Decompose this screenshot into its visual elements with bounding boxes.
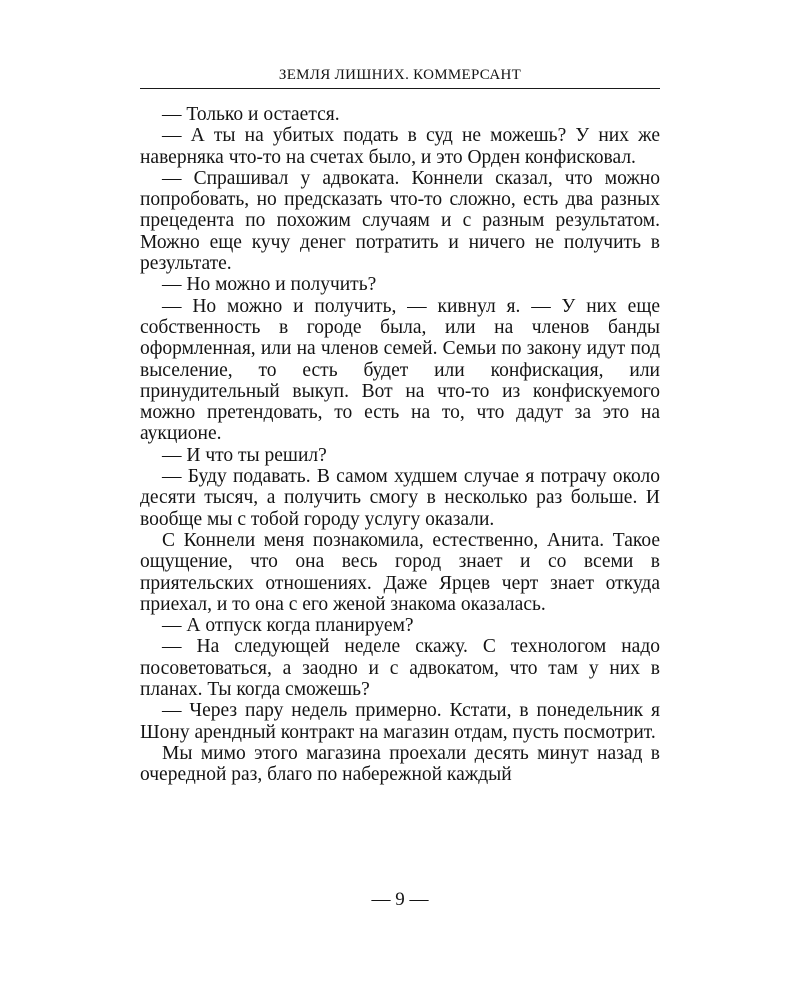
paragraph: — Спрашивал у адвоката. Коннели сказал, что можно попробовать, но предсказать что-то сложно, есть два разных прецедента по похожим случаям и с разным результатом. Можно еще кучу денег потратить и ничего не получить в результате.	[140, 167, 660, 275]
header-rule	[140, 88, 660, 89]
paragraph: — Но можно и получить?	[162, 274, 377, 296]
paragraph: — На следующей неделе скажу. С технологом надо посоветоваться, а заодно и с адвокатом, что там у них в планах. Ты когда сможешь?	[140, 636, 660, 701]
page-number: — 9 —	[371, 889, 429, 910]
paragraph: — И что ты решил?	[162, 444, 327, 466]
paragraph: — А ты на убитых подать в суд не можешь? У них же наверняка что-то на счетах было, и это Орден конфисковал.	[140, 125, 660, 168]
paragraph: Мы мимо этого магазина проехали десять минут назад в очередной раз, благо по набережной каждый	[140, 742, 660, 786]
paragraph: С Коннели меня познакомила, естественно, Анита. Такое ощущение, что она весь город знает и со всеми в приятельских отношениях. Даже Ярцев черт знает откуда приехал, и то она с его женой знакома оказалась.	[140, 529, 660, 615]
paragraph: — Через пару недель примерно. Кстати, в понедельник я Шону арендный контракт на магазин отдам, пусть посмотрит.	[140, 700, 660, 743]
body-text	[140, 104, 660, 786]
running-head-title: ЗЕМЛЯ ЛИШНИХ. КОММЕРСАНТ	[278, 67, 522, 83]
paragraph: — Буду подавать. В самом худшем случае я потрачу около десяти тысяч, а получить смогу в несколько раз больше. И вообще мы с тобой городу услугу оказали.	[140, 466, 660, 530]
paragraph: — Но можно и получить, — кивнул я. — У них еще собственность в городе была, или на членов банды оформленная, или на членов семей. Семьи по закону идут под выселение, то есть будет или конфискация, или принудительный выкуп. Вот на что-то из конфискуемого можно претендовать, то есть на то, что дадут за это на аукционе.	[140, 295, 660, 445]
paragraph: — Только и остается.	[162, 104, 340, 125]
paragraph: — А отпуск когда планируем?	[162, 615, 414, 637]
